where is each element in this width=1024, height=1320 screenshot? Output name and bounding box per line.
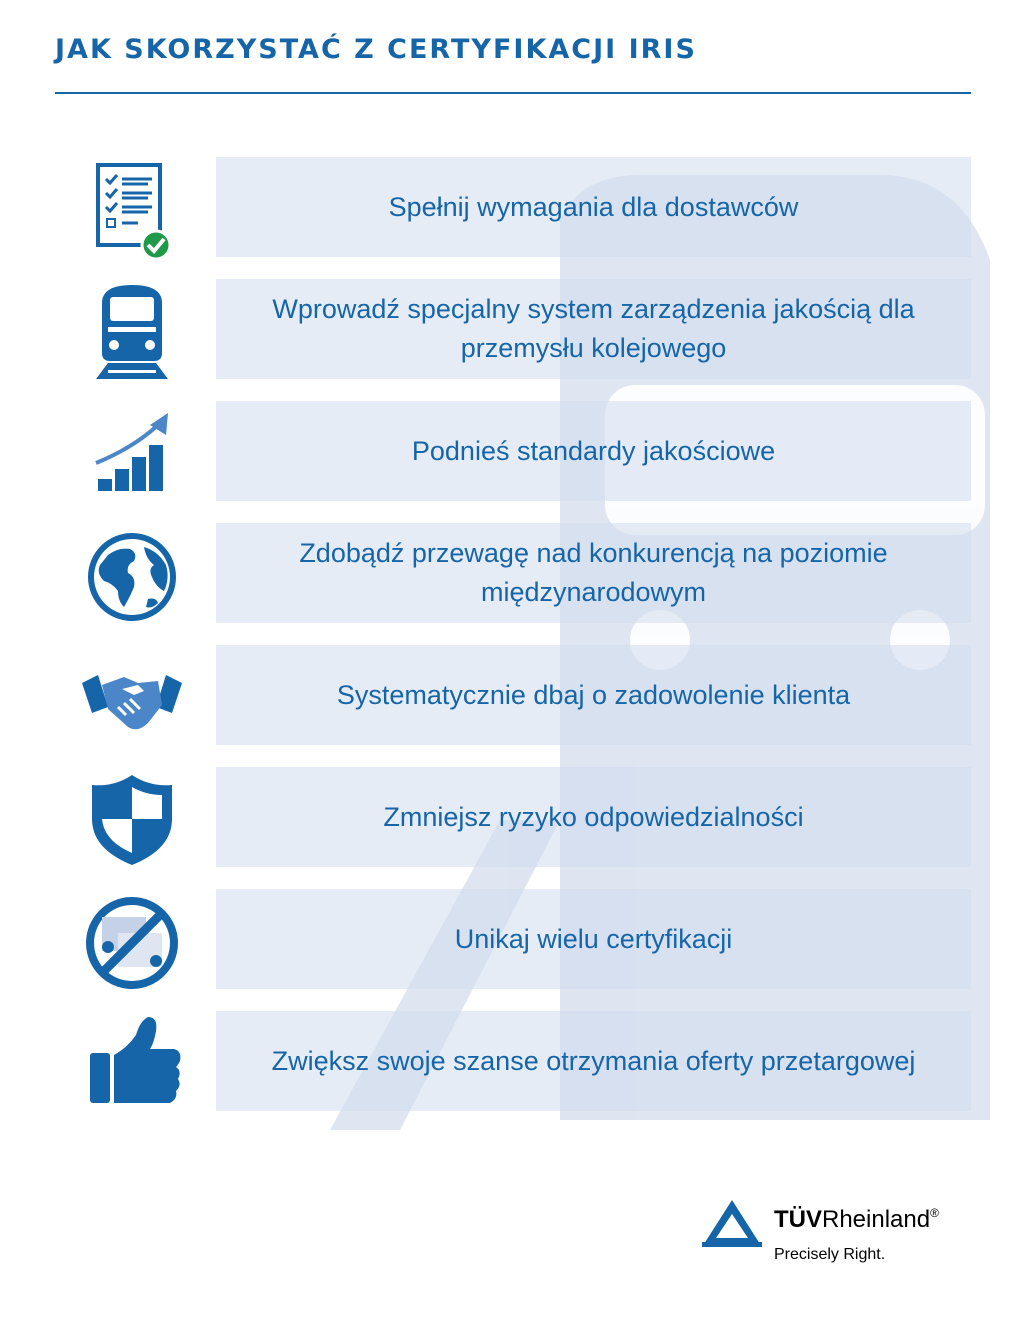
benefit-label: Wprowadź specjalny system zarządzenia jakością dla przemysłu kolejowego xyxy=(272,294,915,363)
benefit-label: Zdobądź przewagę nad konkurencją na poziomie międzynarodowym xyxy=(299,538,888,607)
brand-name: TÜVRheinland® xyxy=(774,1206,939,1233)
no-certificates-icon xyxy=(78,891,186,991)
benefit-row xyxy=(0,767,1024,867)
benefit-label: Zwiększ swoje szanse otrzymania oferty przetargowej xyxy=(271,1045,916,1076)
benefit-row xyxy=(0,157,1024,257)
growth-chart-icon xyxy=(78,403,186,503)
benefit-row xyxy=(0,401,1024,501)
globe-icon xyxy=(78,525,186,625)
train-icon xyxy=(78,281,186,381)
benefit-row xyxy=(0,1011,1024,1111)
benefit-label: Systematycznie dbaj o zadowolenie klienta xyxy=(336,679,851,710)
page-title: JAK SKORZYSTAĆ Z CERTYFIKACJI IRIS xyxy=(55,34,697,65)
benefit-label: Spełnij wymagania dla dostawców xyxy=(388,191,799,222)
benefit-label: Zmniejsz ryzyko odpowiedzialności xyxy=(383,801,804,832)
benefit-label: Podnieś standardy jakościowe xyxy=(411,435,776,466)
thumbs-up-icon xyxy=(78,1013,186,1113)
benefit-label: Unikaj wielu certyfikacji xyxy=(454,923,733,954)
brand-tagline: Precisely Right. xyxy=(774,1246,886,1263)
tuv-triangle-icon xyxy=(702,1198,762,1248)
benefit-row xyxy=(0,889,1024,989)
shield-icon xyxy=(78,769,186,869)
benefit-row xyxy=(0,645,1024,745)
checklist-icon xyxy=(78,159,186,259)
title-divider xyxy=(55,92,971,94)
benefit-row xyxy=(0,279,1024,379)
benefit-row xyxy=(0,523,1024,623)
handshake-icon xyxy=(78,647,186,747)
